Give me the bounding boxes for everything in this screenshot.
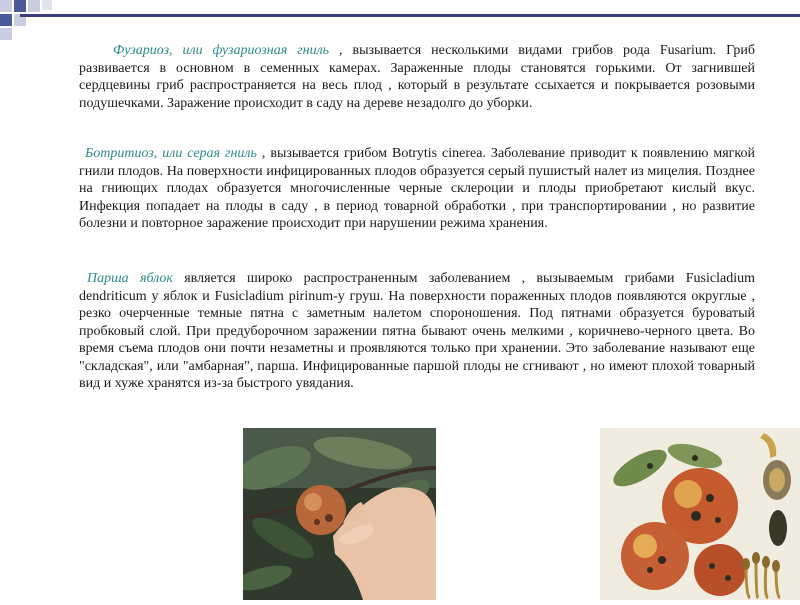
decor-square [0, 0, 12, 12]
header-accent-bar [20, 14, 800, 17]
paragraph-body: является широко распространенным заболеванием , вызываемым грибами Fusicladium dendriticum у яблок и Fusicladium pirinum-у груш. На поверхности пораженных плодов появляются округлые , резко очерченные темные пятна с заметным налетом спороношения. Под пятнами образуется буроватый пробковый слой. При предуборочном заражении пятна бывают очень мелкими , коричнево-черного цвета. Во время съема плодов они почти незаметны и проявляются только при хранении. Это заболевание называют еще "складская", или "амбарная", парша. Инфицированные паршой плоды не сгнивают , но имеют плохой товарный вид и хуже хранятся из-за быстрого увядания. [79, 271, 755, 391]
term-fusarium: Фузариоз, или фузариозная гниль [113, 43, 330, 58]
paragraph-scab [79, 270, 755, 393]
paragraph-body: , вызывается грибом Botrytis cinerea. Заболевание приводит к появлению мягкой гнили плодов. На поверхности инфицированных плодов образуется серый пушистый налет из мицелия. Позднее на гниющих плодах образуется многочисленные черные склероции и плоды приобретают кислый вкус. Инфекция попадает на плоды в саду , в период товарной обработки , при транспортировании , но развитие болезни и повторное заражение происходит при нарушении режима хранения. [79, 146, 755, 231]
illustration-apple-scab [600, 428, 800, 600]
paragraph-botrytis [79, 145, 755, 233]
decor-square [14, 0, 26, 12]
photo-hand-holding-apple [243, 428, 436, 600]
decor-square [0, 14, 12, 26]
paragraph-fusarium [79, 42, 755, 112]
term-botrytis: Ботритиоз, или серая гниль [85, 146, 257, 161]
term-scab: Парша яблок [87, 271, 173, 286]
decor-square [42, 0, 52, 10]
decor-square [0, 28, 12, 40]
paragraph-body: , вызывается несколькими видами грибов рода Fusarium. Гриб развивается в основном в семенных камерах. Зараженные плоды становятся горькими. От загнившей сердцевины гриб распространяется на весь плод , который в результате ссыхается и покрывается розовыми подушечками. Заражение происходит в саду на дереве незадолго до уборки. [79, 43, 755, 111]
decor-square [28, 0, 40, 12]
